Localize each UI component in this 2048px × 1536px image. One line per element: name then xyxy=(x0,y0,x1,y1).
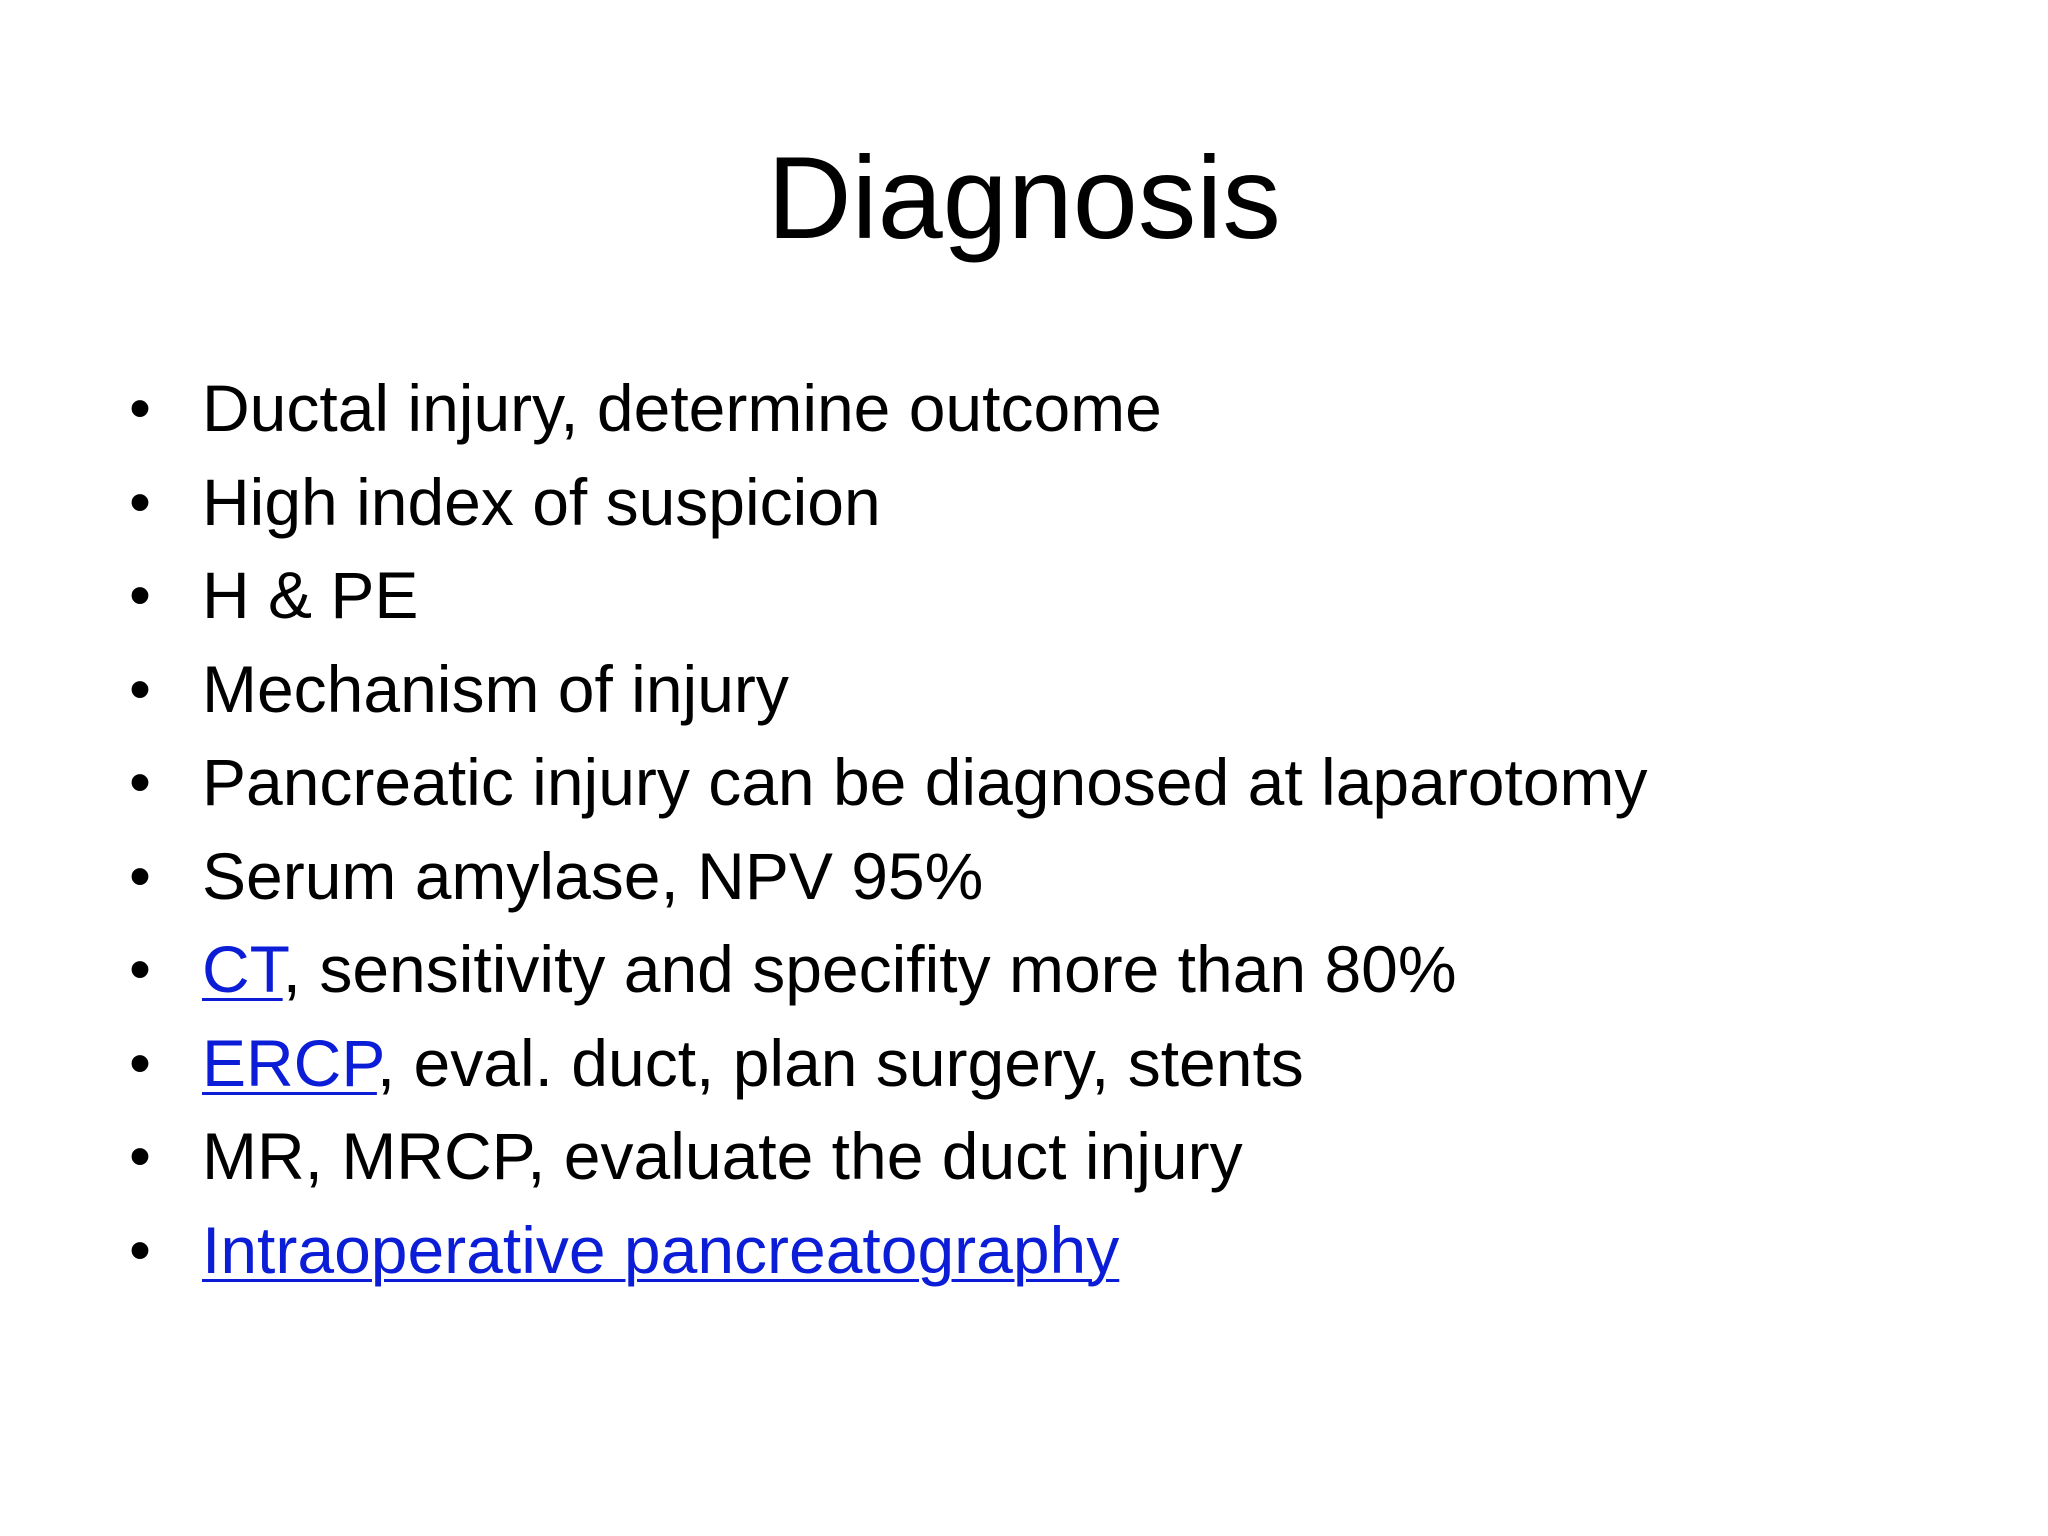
bullet-text xyxy=(202,1110,1243,1204)
bullet-dot-icon: • xyxy=(129,374,151,443)
bullet-dot-icon: • xyxy=(129,1028,151,1098)
bullet-text xyxy=(202,549,418,643)
bullet-text xyxy=(202,1204,1119,1298)
bullet-text xyxy=(202,456,881,550)
bullet-text-plain: , eval. duct, plan surgery, stents xyxy=(376,1025,1304,1100)
bullet-text-plain: H & PE xyxy=(202,558,419,632)
bullet-dot-icon: • xyxy=(129,1122,151,1191)
bullet-text-plain: Mechanism of injury xyxy=(202,651,789,726)
bullet-text-plain: Serum amylase, NPV 95% xyxy=(202,838,984,913)
bullet-text-plain: MR, MRCP, evaluate the duct injury xyxy=(202,1119,1243,1193)
bullet-dot-icon: • xyxy=(129,935,151,1004)
bullet-text-plain: High index of suspicion xyxy=(202,464,881,539)
intraoperative-pancreatography-link[interactable]: Intraoperative pancreatography xyxy=(202,1212,1120,1287)
bullet-dot-icon: • xyxy=(129,654,151,724)
bullet-text xyxy=(202,923,1457,1017)
bullet-dot-icon: • xyxy=(129,561,151,630)
slide-title: Diagnosis xyxy=(767,132,1281,263)
bullet-text xyxy=(202,736,1648,830)
ct-link[interactable]: CT xyxy=(202,932,283,1006)
bullet-dot-icon: • xyxy=(129,1215,151,1285)
bullet-text-plain: , sensitivity and specifity more than 80% xyxy=(282,932,1457,1006)
bullet-text xyxy=(202,643,789,737)
bullet-text-plain: Ductal injury, determine outcome xyxy=(202,371,1162,445)
bullet-text-plain: Pancreatic injury can be diagnosed at laparotomy xyxy=(202,745,1648,819)
bullet-text xyxy=(202,830,983,924)
bullet-dot-icon: • xyxy=(129,841,151,911)
bullet-dot-icon: • xyxy=(129,467,151,537)
bullet-text xyxy=(202,1017,1304,1111)
bullet-text xyxy=(202,362,1162,456)
bullet-dot-icon: • xyxy=(129,748,151,817)
ercp-link[interactable]: ERCP xyxy=(202,1025,377,1100)
